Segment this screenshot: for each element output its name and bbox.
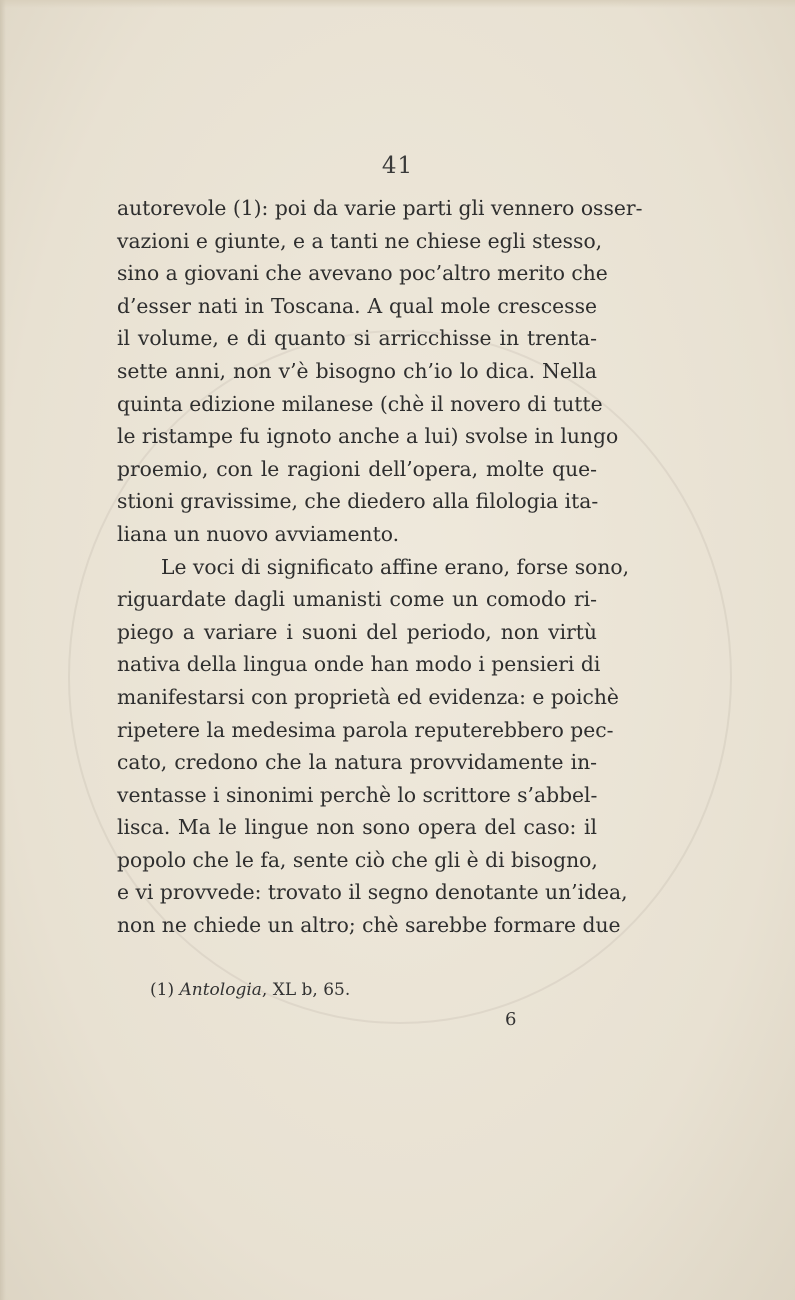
page-gutter-shadow xyxy=(0,0,6,1300)
text-line: non ne chiede un altro; chè sarebbe formare due xyxy=(117,913,621,938)
text-line: lisca. Ma le lingue non sono opera del caso: il xyxy=(117,815,597,840)
page-top-edge xyxy=(0,0,795,8)
text-line: le ristampe fu ignoto anche a lui) svolse in lungo xyxy=(117,424,619,449)
text-line: stioni gravissime, che diedero alla filologia ita- xyxy=(117,489,599,514)
paragraph-start-line: Le voci di significato affine erano, forse sono, xyxy=(161,554,630,579)
text-line: proemio, con le ragioni dell’opera, molte que- xyxy=(117,456,597,481)
body-text xyxy=(117,192,643,942)
footnote xyxy=(150,980,350,1000)
text-line: piego a variare i suoni del periodo, non virtù xyxy=(117,619,597,644)
text-line: ventasse i sinonimi perchè lo scrittore s’abbel- xyxy=(117,782,598,807)
text-line: manifestarsi con proprietà ed evidenza: e poichè xyxy=(117,684,619,709)
footnote-title: Antologia xyxy=(179,980,262,1000)
paragraph-end-line: liana un nuovo avviamento. xyxy=(117,521,400,546)
text-line: nativa della lingua onde han modo i pensieri di xyxy=(117,652,601,677)
text-line: cato, credono che la natura provvidamente in- xyxy=(117,750,597,775)
text-line: sino a giovani che avevano poc’altro merito che xyxy=(117,261,608,286)
footnote-reference: , XL b, 65. xyxy=(261,980,351,1000)
signature-mark: 6 xyxy=(505,1009,517,1030)
text-line: il volume, e di quanto si arricchisse in trenta- xyxy=(117,326,597,351)
text-line: sette anni, non v’è bisogno ch’io lo dica. Nella xyxy=(117,358,597,383)
text-line: vazioni e giunte, e a tanti ne chiese egli stesso, xyxy=(117,228,603,253)
text-line: riguardate dagli umanisti come un comodo ri- xyxy=(117,587,597,612)
footnote-marker: (1) xyxy=(150,980,175,1000)
text-line: e vi provvede: trovato il segno denotante un’idea, xyxy=(117,880,628,905)
text-line: d’esser nati in Toscana. A qual mole crescesse xyxy=(117,293,597,318)
text-line: popolo che le fa, sente ciò che gli è di bisogno, xyxy=(117,847,598,872)
text-line: quinta edizione milanese (chè il novero di tutte xyxy=(117,391,603,416)
text-line: ripetere la medesima parola reputerebbero pec- xyxy=(117,717,614,742)
text-line: autorevole (1): poi da varie parti gli vennero osser- xyxy=(117,196,643,220)
page-number: 41 xyxy=(381,153,414,179)
